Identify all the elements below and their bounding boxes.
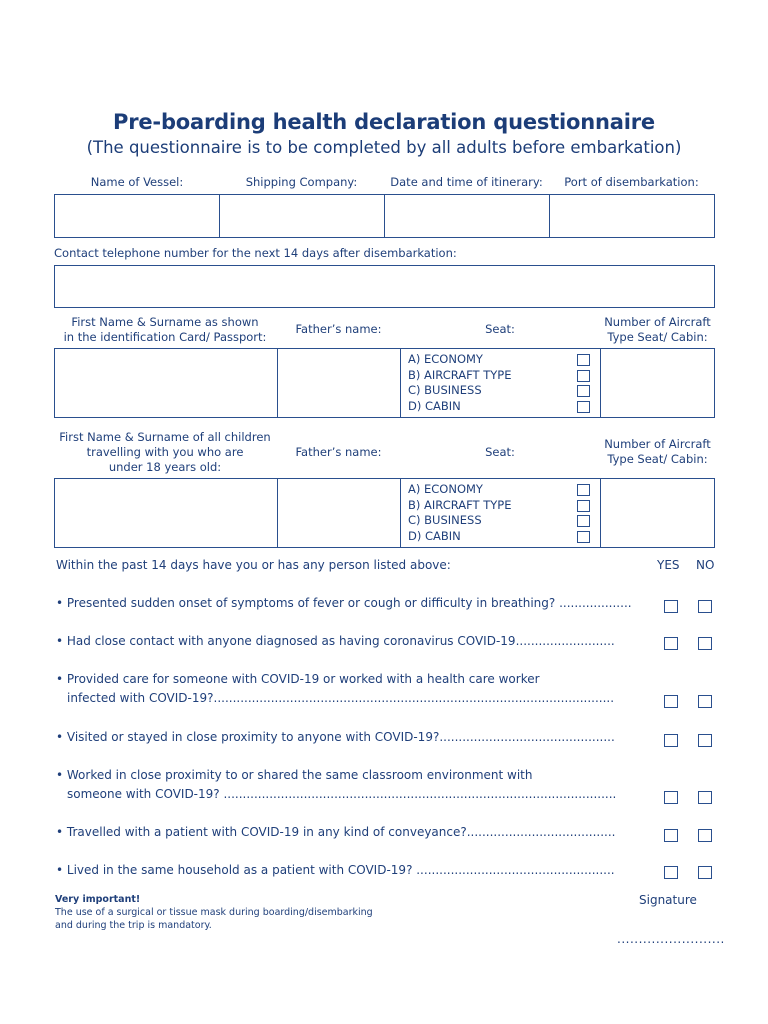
page-title: Pre-boarding health declaration questionnaire <box>113 110 655 134</box>
trip-info-table <box>54 194 715 238</box>
datetime-label: Date and time of itinerary: <box>390 175 543 189</box>
question-provided-care: • Provided care for someone with COVID-19 or worked with a health care worker infected with COVID-19?......................................................................................................... <box>56 672 615 705</box>
question-household: • Lived in the same household as a patient with COVID-19? .................................................... <box>56 863 615 877</box>
adult-seat-option-cabin: D) CABIN <box>408 399 593 415</box>
adult-aircraft-label: Number of Aircraft Type Seat/ Cabin: <box>604 315 711 344</box>
children-seat-label: Seat: <box>485 445 515 459</box>
children-seat-option-aircraft-type: B) AIRCRAFT TYPE <box>408 498 593 514</box>
children-name-label: First Name & Surname of all children travelling with you who are under 18 years old: <box>59 430 271 474</box>
adult-name-field[interactable] <box>55 349 277 417</box>
q7-no-checkbox[interactable] <box>698 866 712 879</box>
q4-yes-checkbox[interactable] <box>664 734 678 747</box>
adult-cabin-checkbox[interactable] <box>577 401 590 413</box>
children-cabin-checkbox[interactable] <box>577 531 590 543</box>
children-economy-checkbox[interactable] <box>577 484 590 496</box>
q4-no-checkbox[interactable] <box>698 734 712 747</box>
contact-phone-field[interactable] <box>54 265 715 308</box>
q6-no-checkbox[interactable] <box>698 829 712 842</box>
children-business-checkbox[interactable] <box>577 515 590 527</box>
q2-no-checkbox[interactable] <box>698 637 712 650</box>
children-seat-option-cabin: D) CABIN <box>408 529 593 545</box>
signature-label: Signature <box>639 893 697 907</box>
vessel-field[interactable] <box>55 195 219 237</box>
question-symptoms: • Presented sudden onset of symptoms of fever or cough or difficulty in breathing? ................... <box>56 596 632 610</box>
question-classroom: • Worked in close proximity to or shared the same classroom environment with someone with COVID-19? ....................................................................................................... <box>56 768 617 801</box>
q5-yes-checkbox[interactable] <box>664 791 678 804</box>
children-seat-option-economy: A) ECONOMY <box>408 482 593 498</box>
children-aircraft-label: Number of Aircraft Type Seat/ Cabin: <box>604 437 711 466</box>
adult-name-label: First Name & Surname as shown in the identification Card/ Passport: <box>63 315 267 344</box>
adult-table <box>54 348 715 418</box>
q5-no-checkbox[interactable] <box>698 791 712 804</box>
yes-column-label: YES <box>657 558 680 572</box>
children-seat-cell <box>400 479 601 547</box>
questions-intro: Within the past 14 days have you or has any person listed above: <box>56 558 451 572</box>
adult-aircraft-type-checkbox[interactable] <box>577 370 590 382</box>
q1-no-checkbox[interactable] <box>698 600 712 613</box>
q6-yes-checkbox[interactable] <box>664 829 678 842</box>
q2-yes-checkbox[interactable] <box>664 637 678 650</box>
company-label: Shipping Company: <box>245 175 358 189</box>
q3-no-checkbox[interactable] <box>698 695 712 708</box>
children-name-field[interactable] <box>55 479 277 547</box>
datetime-field[interactable] <box>384 195 550 237</box>
adult-seat-cell <box>400 349 601 417</box>
no-column-label: NO <box>696 558 715 572</box>
important-note: Very important! The use of a surgical or tissue mask during boarding/disembarking and during the trip is mandatory. <box>55 894 373 931</box>
adult-father-label: Father’s name: <box>295 322 382 336</box>
page-subtitle: (The questionnaire is to be completed by all adults before embarkation) <box>86 138 682 157</box>
adult-father-field[interactable] <box>277 349 401 417</box>
q1-yes-checkbox[interactable] <box>664 600 678 613</box>
adult-business-checkbox[interactable] <box>577 385 590 397</box>
contact-label: Contact telephone number for the next 14 days after disembarkation: <box>54 246 457 260</box>
question-visited: • Visited or stayed in close proximity to anyone with COVID-19?.............................................. <box>56 730 615 744</box>
children-seat-option-business: C) BUSINESS <box>408 513 593 529</box>
port-field[interactable] <box>549 195 715 237</box>
adult-economy-checkbox[interactable] <box>577 354 590 366</box>
q3-yes-checkbox[interactable] <box>664 695 678 708</box>
children-father-label: Father’s name: <box>295 445 382 459</box>
children-father-field[interactable] <box>277 479 401 547</box>
vessel-label: Name of Vessel: <box>90 175 184 189</box>
company-field[interactable] <box>219 195 385 237</box>
adult-seat-option-economy: A) ECONOMY <box>408 352 593 368</box>
adult-seat-label: Seat: <box>485 322 515 336</box>
adult-seat-option-business: C) BUSINESS <box>408 383 593 399</box>
adult-seat-option-aircraft-type: B) AIRCRAFT TYPE <box>408 368 593 384</box>
children-aircraft-type-checkbox[interactable] <box>577 500 590 512</box>
question-travelled: • Travelled with a patient with COVID-19 in any kind of conveyance?....................................... <box>56 825 616 839</box>
children-table <box>54 478 715 548</box>
q7-yes-checkbox[interactable] <box>664 866 678 879</box>
signature-field[interactable]: ......................... <box>617 932 725 946</box>
adult-aircraft-field[interactable] <box>600 349 715 417</box>
question-close-contact: • Had close contact with anyone diagnosed as having coronavirus COVID-19.......................... <box>56 634 615 648</box>
port-label: Port of disembarkation: <box>564 175 699 189</box>
children-aircraft-field[interactable] <box>600 479 715 547</box>
